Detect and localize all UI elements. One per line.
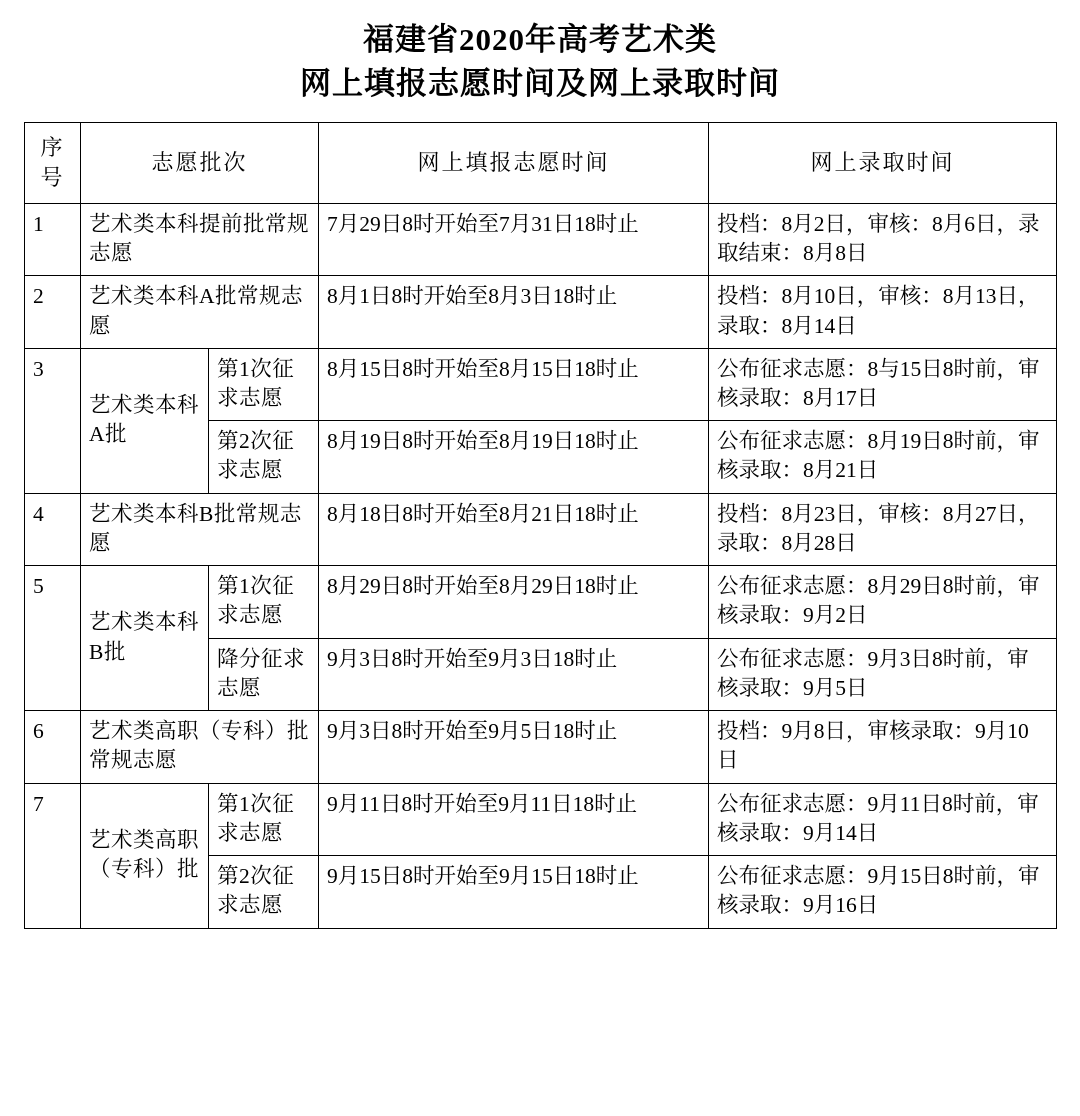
row-fill-time: 8月15日8时开始至8月15日18时止 [319, 348, 709, 420]
row-sub-batch: 降分征求志愿 [209, 638, 319, 710]
row-fill-time: 9月15日8时开始至9月15日18时止 [319, 856, 709, 928]
row-index: 2 [25, 276, 81, 348]
page-title [24, 18, 1056, 106]
page-title-line-1: 福建省2020年高考艺术类 [363, 22, 717, 57]
row-fill-time: 8月29日8时开始至8月29日18时止 [319, 566, 709, 638]
row-fill-time: 9月3日8时开始至9月3日18时止 [319, 638, 709, 710]
row-index: 5 [25, 566, 81, 711]
row-fill-time: 9月3日8时开始至9月5日18时止 [319, 711, 709, 783]
row-index: 3 [25, 348, 81, 493]
row-batch: 艺术类本科A批 [81, 348, 209, 493]
header-index: 序号 [25, 123, 81, 204]
row-fill-time: 8月18日8时开始至8月21日18时止 [319, 493, 709, 565]
row-fill-time: 7月29日8时开始至7月31日18时止 [319, 203, 709, 275]
row-admit-time: 公布征求志愿：8与15日8时前，审核录取：8月17日 [709, 348, 1057, 420]
row-batch: 艺术类高职（专科）批常规志愿 [81, 711, 319, 783]
row-admit-time: 公布征求志愿：9月11日8时前，审核录取：9月14日 [709, 783, 1057, 855]
row-admit-time: 投档：9月8日，审核录取：9月10日 [709, 711, 1057, 783]
table-row [25, 276, 1057, 348]
header-admit-time: 网上录取时间 [709, 123, 1057, 204]
header-batch: 志愿批次 [81, 123, 319, 204]
row-sub-batch: 第1次征求志愿 [209, 348, 319, 420]
table-row [25, 348, 1057, 420]
row-index: 1 [25, 203, 81, 275]
row-admit-time: 投档：8月10日，审核：8月13日，录取：8月14日 [709, 276, 1057, 348]
row-sub-batch: 第1次征求志愿 [209, 566, 319, 638]
row-index: 6 [25, 711, 81, 783]
table-row [25, 711, 1057, 783]
table-row [25, 493, 1057, 565]
row-admit-time: 公布征求志愿：9月15日8时前，审核录取：9月16日 [709, 856, 1057, 928]
row-sub-batch: 第2次征求志愿 [209, 856, 319, 928]
row-sub-batch: 第1次征求志愿 [209, 783, 319, 855]
row-index: 7 [25, 783, 81, 928]
table-row [25, 566, 1057, 638]
row-batch: 艺术类高职（专科）批 [81, 783, 209, 928]
row-admit-time: 投档：8月23日，审核：8月27日，录取：8月28日 [709, 493, 1057, 565]
row-sub-batch: 第2次征求志愿 [209, 421, 319, 493]
row-admit-time: 公布征求志愿：8月19日8时前，审核录取：8月21日 [709, 421, 1057, 493]
table-header-row [25, 123, 1057, 204]
schedule-table [24, 122, 1057, 929]
row-admit-time: 投档：8月2日，审核：8月6日，录取结束：8月8日 [709, 203, 1057, 275]
table-row [25, 203, 1057, 275]
row-batch: 艺术类本科提前批常规志愿 [81, 203, 319, 275]
row-fill-time: 8月1日8时开始至8月3日18时止 [319, 276, 709, 348]
row-batch: 艺术类本科B批 [81, 566, 209, 711]
row-admit-time: 公布征求志愿：9月3日8时前，审核录取：9月5日 [709, 638, 1057, 710]
row-fill-time: 8月19日8时开始至8月19日18时止 [319, 421, 709, 493]
row-batch: 艺术类本科B批常规志愿 [81, 493, 319, 565]
page-title-line-2: 网上填报志愿时间及网上录取时间 [300, 66, 780, 102]
row-admit-time: 公布征求志愿：8月29日8时前，审核录取：9月2日 [709, 566, 1057, 638]
table-row [25, 783, 1057, 855]
row-fill-time: 9月11日8时开始至9月11日18时止 [319, 783, 709, 855]
row-index: 4 [25, 493, 81, 565]
row-batch: 艺术类本科A批常规志愿 [81, 276, 319, 348]
header-fill-time: 网上填报志愿时间 [319, 123, 709, 204]
